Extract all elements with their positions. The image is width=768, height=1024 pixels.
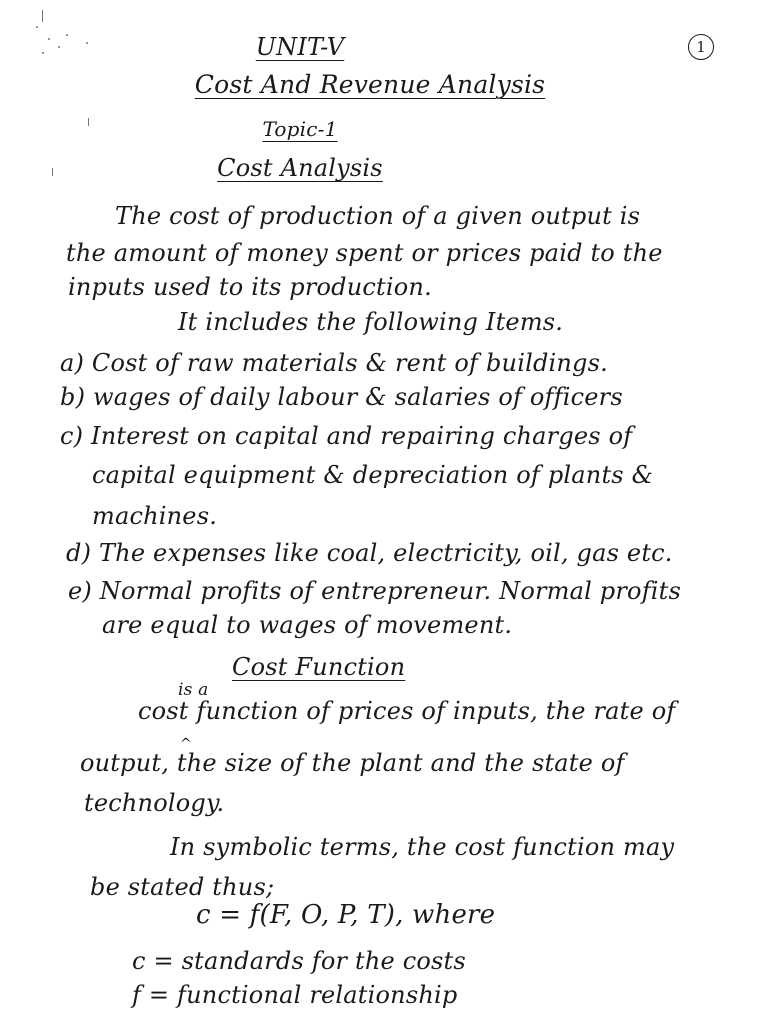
caret-mark: ^ — [180, 736, 192, 752]
scan-mark — [88, 118, 89, 126]
list-item: machines. — [92, 502, 218, 530]
symbolic-line: In symbolic terms, the cost function may — [170, 833, 675, 861]
list-item: capital equipment & depreciation of plants & — [92, 461, 654, 489]
cost-function-line: cost function of prices of inputs, the rate of — [138, 697, 676, 725]
topic-label: Topic-1 — [262, 117, 338, 141]
list-item: e) Normal profits of entrepreneur. Normal profits — [68, 577, 682, 605]
cost-function-heading: Cost Function — [232, 653, 406, 681]
scan-speck — [48, 38, 50, 40]
list-item: b) wages of daily labour & salaries of officers — [60, 383, 623, 411]
definition-line: c = standards for the costs — [132, 947, 466, 975]
scan-mark — [42, 10, 43, 22]
cost-formula: c = f(F, O, P, T), where — [196, 900, 496, 930]
section-heading: Cost Analysis — [217, 154, 383, 182]
intro-line: the amount of money spent or prices paid to the — [66, 239, 663, 267]
cost-function-line: technology. — [84, 789, 225, 817]
items-heading: It includes the following Items. — [178, 308, 564, 336]
definition-line: f = functional relationship — [132, 981, 458, 1009]
list-item: d) The expenses like coal, electricity, oil, gas etc. — [66, 539, 673, 567]
list-item: a) Cost of raw materials & rent of buildings. — [60, 349, 608, 377]
list-item: are equal to wages of movement. — [102, 611, 513, 639]
insert-note: is a — [178, 680, 209, 700]
scan-speck — [86, 42, 88, 44]
cost-function-line: output, the size of the plant and the state of — [80, 749, 625, 777]
unit-heading: UNIT-V — [255, 33, 345, 61]
list-item: c) Interest on capital and repairing charges of — [60, 422, 633, 450]
intro-line: inputs used to its production. — [68, 273, 432, 301]
page-number-circle: 1 — [688, 34, 714, 60]
scan-speck — [66, 34, 68, 36]
scan-speck — [42, 52, 44, 54]
scan-mark — [52, 168, 53, 176]
page-title: Cost And Revenue Analysis — [194, 70, 546, 99]
intro-line: The cost of production of a given output is — [115, 202, 641, 230]
symbolic-line: be stated thus; — [90, 873, 275, 901]
scan-speck — [36, 26, 38, 28]
scan-speck — [58, 46, 60, 48]
